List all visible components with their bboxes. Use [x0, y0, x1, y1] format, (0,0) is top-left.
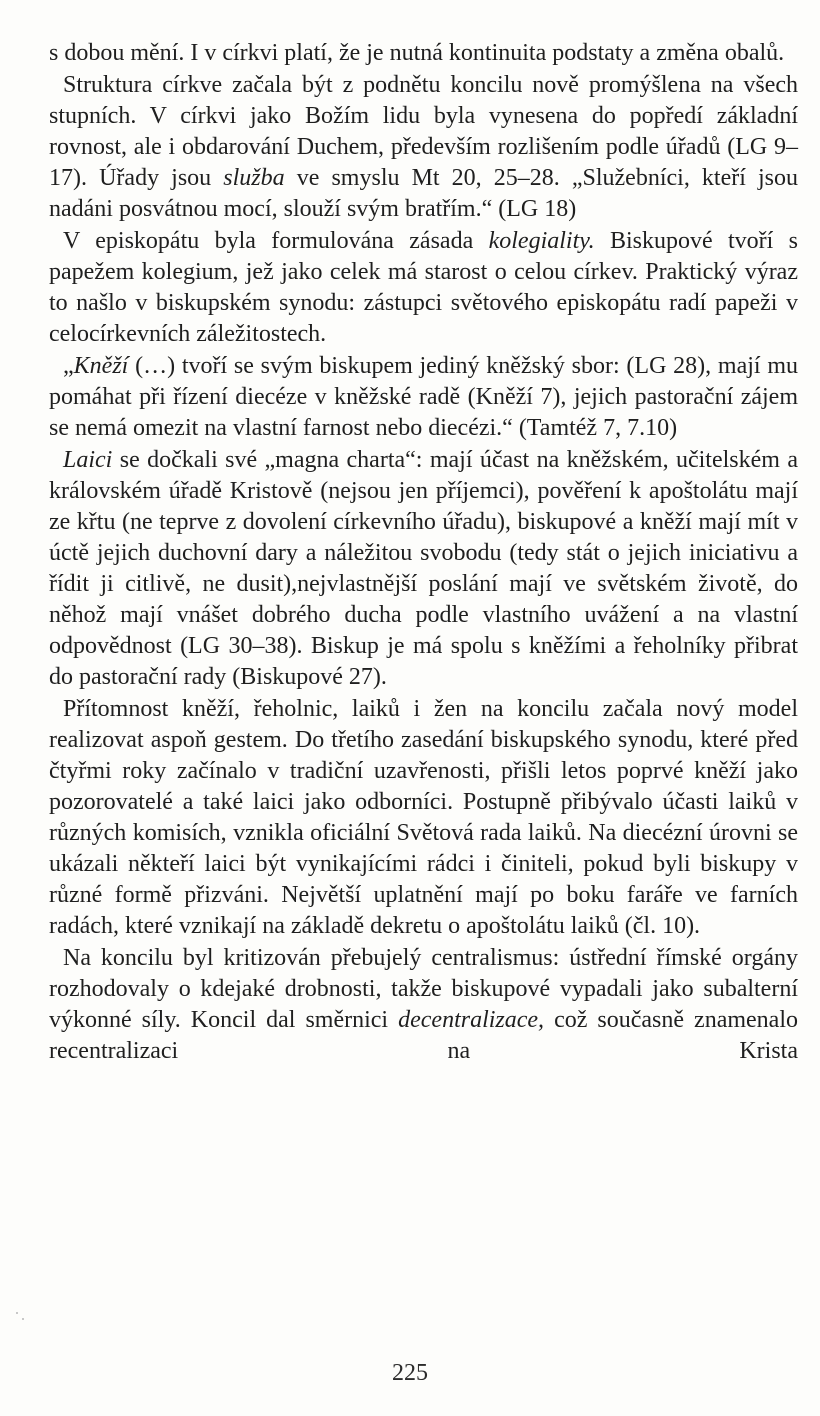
italic-term-decentralizace: decentralizace, [398, 1007, 545, 1033]
italic-term-knezi: Kněží [73, 353, 129, 379]
paragraph-continuation [49, 38, 798, 69]
text-run: V episkopátu byla formulována zásada [63, 228, 489, 254]
text-run: s dobou mění. I v církvi platí, že je nutná kontinuita podstaty a změna obalů. [49, 40, 785, 66]
text-run: Struktura církve začala být z podnětu koncilu nově promýšlena na všech stupních. V církvi jako Božím lidu byla vynesena do popředí základní rovnost, ale i obdarování Duchem, především rozlišením podle úřadů (LG 9–17). Úřady jsou [49, 72, 798, 191]
text-run: se dočkali své „magna charta“: mají účast na kněžském, učitelském a královském úřadě Kristově (nejsou jen příjemci), pověření k apoštolátu mají ze křtu (ne teprve z dovolení církevního úřadu), biskupové a kněží mají mít v úctě jejich duchovní dary a náležitou svobodu (tedy stát o jejich iniciativu a řídit ji citlivě, ne dusit),nejvlastnější poslání mají ve světském životě, do něhož mají vnášet dobrého ducha podle vlastního uvážení a na vlastní odpovědnost (LG 30–38). Biskup je má spolu s kněžími a řeholníky přibrat do pastorační rady (Biskupové 27). [49, 447, 798, 690]
paragraph-laity [49, 445, 798, 693]
paragraph-church-structure [49, 70, 798, 225]
paragraph-centralism [49, 943, 798, 1067]
paragraph-presence [49, 694, 798, 942]
page-number: 225 [392, 1360, 428, 1386]
text-run: ve smyslu Mt 20, 25–28. „Služebníci, kteří jsou nadáni posvátnou mocí, slouží svým bratřím.“ (LG 18) [49, 165, 798, 222]
text-run: Přítomnost kněží, řeholnic, laiků i žen na koncilu začala nový model realizovat aspoň gestem. Do třetího zasedání biskupského synodu, které před čtyřmi roky začínalo v tradiční uzavřenosti, přišli letos poprvé kněží jako pozorovatelé a také laici jako odborníci. Postupně přibývalo účasti laiků v různých komisích, vznikla oficiální Světová rada laiků. Na diecézní úrovni se ukázali někteří laici být vynikajícími rádci i činiteli, pokud byli biskupy v různé formě přizváni. Největší uplatnění mají po boku faráře ve farních radách, které vznikají na základě dekretu o apoštolátu laiků (čl. 10). [49, 696, 798, 939]
italic-term-sluzba: služba [223, 165, 285, 191]
text-run: Na koncilu byl kritizován přebujelý centralismus: ústřední římské orgány rozhodovaly o kdejaké drobnosti, takže biskupové vypadali jako subalterní výkonné síly. Koncil dal směrnici [49, 945, 798, 1033]
scan-speck [16, 1312, 18, 1314]
paragraph-collegiality [49, 226, 798, 350]
text-run: (…) tvoří se svým biskupem jediný kněžský sbor: (LG 28), mají mu pomáhat při řízení diecéze v kněžské radě (Kněží 7), jejich pastorační zájem se nemá omezit na vlastní farnost nebo diecézi.“ (Tamtéž 7, 7.10) [49, 353, 798, 441]
italic-term-laici: Laici [63, 447, 113, 473]
scan-speck [22, 1318, 24, 1320]
text-run: což současně znamenalo recentralizaci na Krista [49, 1007, 798, 1064]
italic-term-kolegiality: kolegiality. [488, 228, 595, 254]
text-run: Biskupové tvoří s papežem kolegium, jež jako celek má starost o celou církev. Praktický výraz to našlo v biskupském synodu: zástupci světového episkopátu radí papeži v celocírkevních záležitostech. [49, 228, 798, 347]
body-text [49, 38, 798, 1067]
paragraph-priests [49, 351, 798, 444]
text-run: „ [63, 353, 74, 379]
